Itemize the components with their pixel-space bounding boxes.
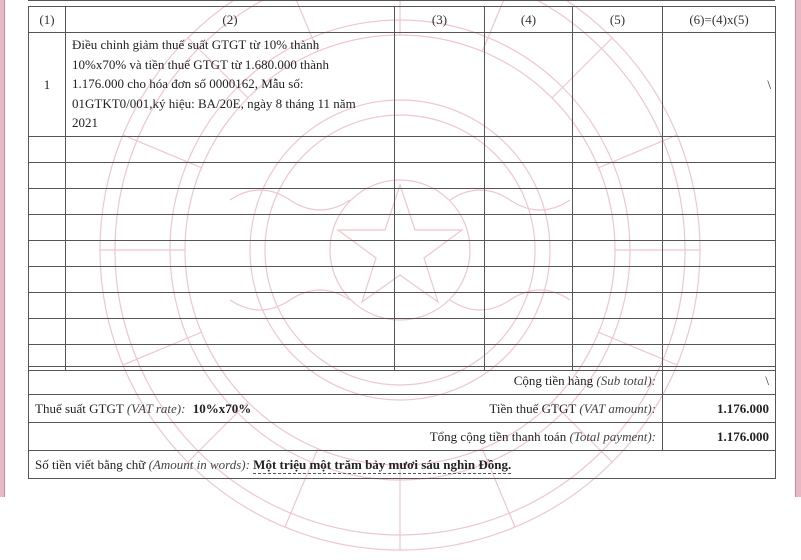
total-label-cell: [29, 423, 663, 451]
amount-in-words-row: [29, 451, 776, 479]
row-amount: \: [663, 33, 776, 137]
table-row: [29, 33, 776, 137]
left-border-frame: [0, 0, 5, 497]
subtotal-label: Cộng tiền hàng: [513, 372, 594, 388]
table-row: [29, 293, 776, 319]
column-number: (4): [485, 7, 573, 33]
description-line: Điều chỉnh giảm thuế suất GTGT từ 10% thành: [72, 37, 320, 52]
description-line: 2021: [72, 115, 98, 130]
description-line: 1.176.000 cho hóa đơn số 0000162, Mẫu số:: [72, 76, 304, 91]
right-border-frame: [795, 0, 801, 497]
column-number: (5): [573, 7, 663, 33]
vat-amount-label-en: (VAT amount):: [579, 400, 656, 416]
table-row: [29, 241, 776, 267]
column-number-row: [29, 7, 776, 33]
row-stt: 1: [29, 33, 66, 137]
top-rule: [28, 0, 775, 1]
vat-rate-value: 10%x70%: [192, 400, 252, 416]
vat-cell: [29, 395, 663, 423]
total-row: [29, 423, 776, 451]
description-line: 01GTKT0/001,ký hiệu: BA/20E, ngày 8 tháng 11 năm: [72, 95, 356, 111]
words-label-en: (Amount in words):: [148, 456, 250, 472]
invoice-items-table: [28, 6, 776, 371]
column-number: (2): [66, 7, 395, 33]
column-number: (1): [29, 7, 66, 33]
table-row: [29, 319, 776, 345]
subtotal-value: \: [663, 367, 776, 395]
subtotal-label-cell: [29, 367, 663, 395]
vat-amount-label: Tiền thuế GTGT: [489, 400, 577, 416]
row-quantity: [485, 33, 573, 137]
table-row: [29, 267, 776, 293]
vat-row: [29, 395, 776, 423]
amount-in-words-cell: [29, 451, 776, 479]
table-row: [29, 189, 776, 215]
total-label: Tổng cộng tiền thanh toán: [429, 428, 567, 444]
table-row: [29, 163, 776, 189]
description-line: 10%x70% và tiền thuế GTGT từ 1.680.000 thành: [72, 56, 330, 72]
row-description: [66, 33, 395, 137]
vat-rate-label-en: (VAT rate):: [126, 400, 186, 416]
subtotal-row: [29, 367, 776, 395]
table-row: [29, 215, 776, 241]
total-label-en: (Total payment):: [569, 428, 656, 444]
column-number: (3): [395, 7, 485, 33]
vat-amount-value: 1.176.000: [663, 395, 776, 423]
words-label: Số tiền viết bằng chữ: [35, 456, 146, 472]
column-number: (6)=(4)x(5): [663, 7, 776, 33]
invoice-summary-table: [28, 366, 776, 479]
vat-rate-label: Thuế suất GTGT: [35, 400, 124, 416]
row-unit: [395, 33, 485, 137]
table-row: [29, 137, 776, 163]
subtotal-label-en: (Sub total):: [596, 372, 656, 388]
total-value: 1.176.000: [663, 423, 776, 451]
row-unit-price: [573, 33, 663, 137]
words-value: Một triệu một trăm bảy mươi sáu nghìn Đồng.: [253, 456, 512, 472]
